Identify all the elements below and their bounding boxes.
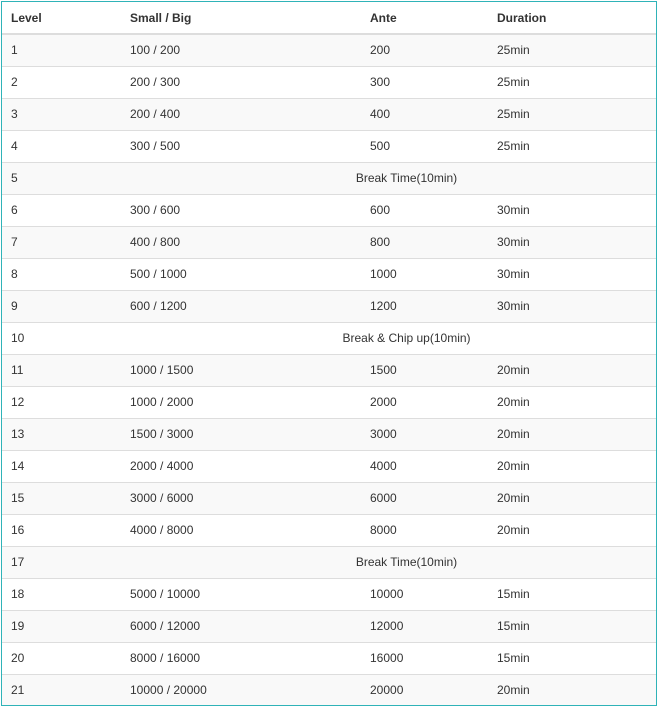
level-row: [2, 34, 656, 66]
cell-blinds: 1500 / 3000: [121, 418, 361, 450]
level-row: [2, 482, 656, 514]
cell-duration: 20min: [488, 674, 656, 706]
cell-duration: 25min: [488, 130, 656, 162]
level-row: [2, 386, 656, 418]
table-body: [2, 34, 656, 706]
cell-ante: 3000: [361, 418, 488, 450]
cell-level: 19: [2, 610, 121, 642]
cell-level: 8: [2, 258, 121, 290]
cell-ante: 20000: [361, 674, 488, 706]
cell-blinds: 4000 / 8000: [121, 514, 361, 546]
cell-ante: 200: [361, 34, 488, 66]
cell-blinds: 1000 / 1500: [121, 354, 361, 386]
level-row: [2, 610, 656, 642]
level-row: [2, 418, 656, 450]
cell-duration: 15min: [488, 642, 656, 674]
level-row: [2, 354, 656, 386]
cell-duration: 25min: [488, 66, 656, 98]
level-row: [2, 98, 656, 130]
cell-ante: 12000: [361, 610, 488, 642]
break-row: [2, 322, 656, 354]
cell-blinds: 200 / 300: [121, 66, 361, 98]
cell-ante: 2000: [361, 386, 488, 418]
cell-ante: 300: [361, 66, 488, 98]
cell-level: 21: [2, 674, 121, 706]
break-label: Break Time(10min): [355, 171, 458, 185]
cell-duration: 20min: [488, 418, 656, 450]
cell-ante: 800: [361, 226, 488, 258]
cell-level: 16: [2, 514, 121, 546]
cell-blinds: 8000 / 16000: [121, 642, 361, 674]
cell-blinds: 100 / 200: [121, 34, 361, 66]
column-header-ante: Ante: [361, 2, 488, 34]
cell-level: 5: [2, 162, 121, 194]
cell-level: 18: [2, 578, 121, 610]
cell-duration: 20min: [488, 514, 656, 546]
break-row: [2, 546, 656, 578]
cell-blinds: 3000 / 6000: [121, 482, 361, 514]
cell-level: 15: [2, 482, 121, 514]
cell-break: [121, 546, 656, 578]
cell-blinds: 300 / 500: [121, 130, 361, 162]
cell-blinds: 2000 / 4000: [121, 450, 361, 482]
cell-level: 20: [2, 642, 121, 674]
break-label: Break & Chip up(10min): [342, 331, 471, 345]
column-header-blinds: Small / Big: [121, 2, 361, 34]
cell-duration: 20min: [488, 450, 656, 482]
cell-level: 9: [2, 290, 121, 322]
cell-duration: 15min: [488, 578, 656, 610]
cell-duration: 20min: [488, 354, 656, 386]
level-row: [2, 674, 656, 706]
cell-level: 2: [2, 66, 121, 98]
cell-ante: 1000: [361, 258, 488, 290]
cell-ante: 600: [361, 194, 488, 226]
cell-blinds: 10000 / 20000: [121, 674, 361, 706]
level-row: [2, 514, 656, 546]
header-row: [2, 2, 656, 34]
level-row: [2, 66, 656, 98]
cell-blinds: 400 / 800: [121, 226, 361, 258]
blind-structure-table: [2, 2, 656, 706]
level-row: [2, 226, 656, 258]
cell-blinds: 600 / 1200: [121, 290, 361, 322]
level-row: [2, 642, 656, 674]
cell-blinds: 1000 / 2000: [121, 386, 361, 418]
cell-duration: 30min: [488, 258, 656, 290]
cell-ante: 1200: [361, 290, 488, 322]
level-row: [2, 194, 656, 226]
cell-level: 12: [2, 386, 121, 418]
cell-level: 17: [2, 546, 121, 578]
cell-ante: 8000: [361, 514, 488, 546]
blind-structure-panel: [1, 1, 657, 706]
break-label: Break Time(10min): [355, 555, 458, 569]
column-header-level: Level: [2, 2, 121, 34]
cell-level: 11: [2, 354, 121, 386]
cell-blinds: 300 / 600: [121, 194, 361, 226]
cell-duration: 25min: [488, 34, 656, 66]
level-row: [2, 130, 656, 162]
cell-ante: 16000: [361, 642, 488, 674]
cell-level: 1: [2, 34, 121, 66]
cell-ante: 500: [361, 130, 488, 162]
cell-ante: 400: [361, 98, 488, 130]
column-header-duration: Duration: [488, 2, 656, 34]
cell-break: [121, 162, 656, 194]
cell-level: 4: [2, 130, 121, 162]
cell-duration: 30min: [488, 290, 656, 322]
cell-duration: 15min: [488, 610, 656, 642]
level-row: [2, 290, 656, 322]
table-header: [2, 2, 656, 34]
level-row: [2, 258, 656, 290]
level-row: [2, 450, 656, 482]
cell-duration: 30min: [488, 226, 656, 258]
cell-level: 3: [2, 98, 121, 130]
cell-level: 13: [2, 418, 121, 450]
cell-duration: 30min: [488, 194, 656, 226]
cell-level: 14: [2, 450, 121, 482]
cell-blinds: 6000 / 12000: [121, 610, 361, 642]
cell-duration: 20min: [488, 482, 656, 514]
cell-duration: 20min: [488, 386, 656, 418]
cell-blinds: 5000 / 10000: [121, 578, 361, 610]
cell-ante: 10000: [361, 578, 488, 610]
cell-level: 10: [2, 322, 121, 354]
cell-duration: 25min: [488, 98, 656, 130]
cell-level: 7: [2, 226, 121, 258]
cell-level: 6: [2, 194, 121, 226]
cell-ante: 4000: [361, 450, 488, 482]
level-row: [2, 578, 656, 610]
break-row: [2, 162, 656, 194]
cell-blinds: 200 / 400: [121, 98, 361, 130]
cell-break: [121, 322, 656, 354]
cell-ante: 6000: [361, 482, 488, 514]
cell-blinds: 500 / 1000: [121, 258, 361, 290]
cell-ante: 1500: [361, 354, 488, 386]
